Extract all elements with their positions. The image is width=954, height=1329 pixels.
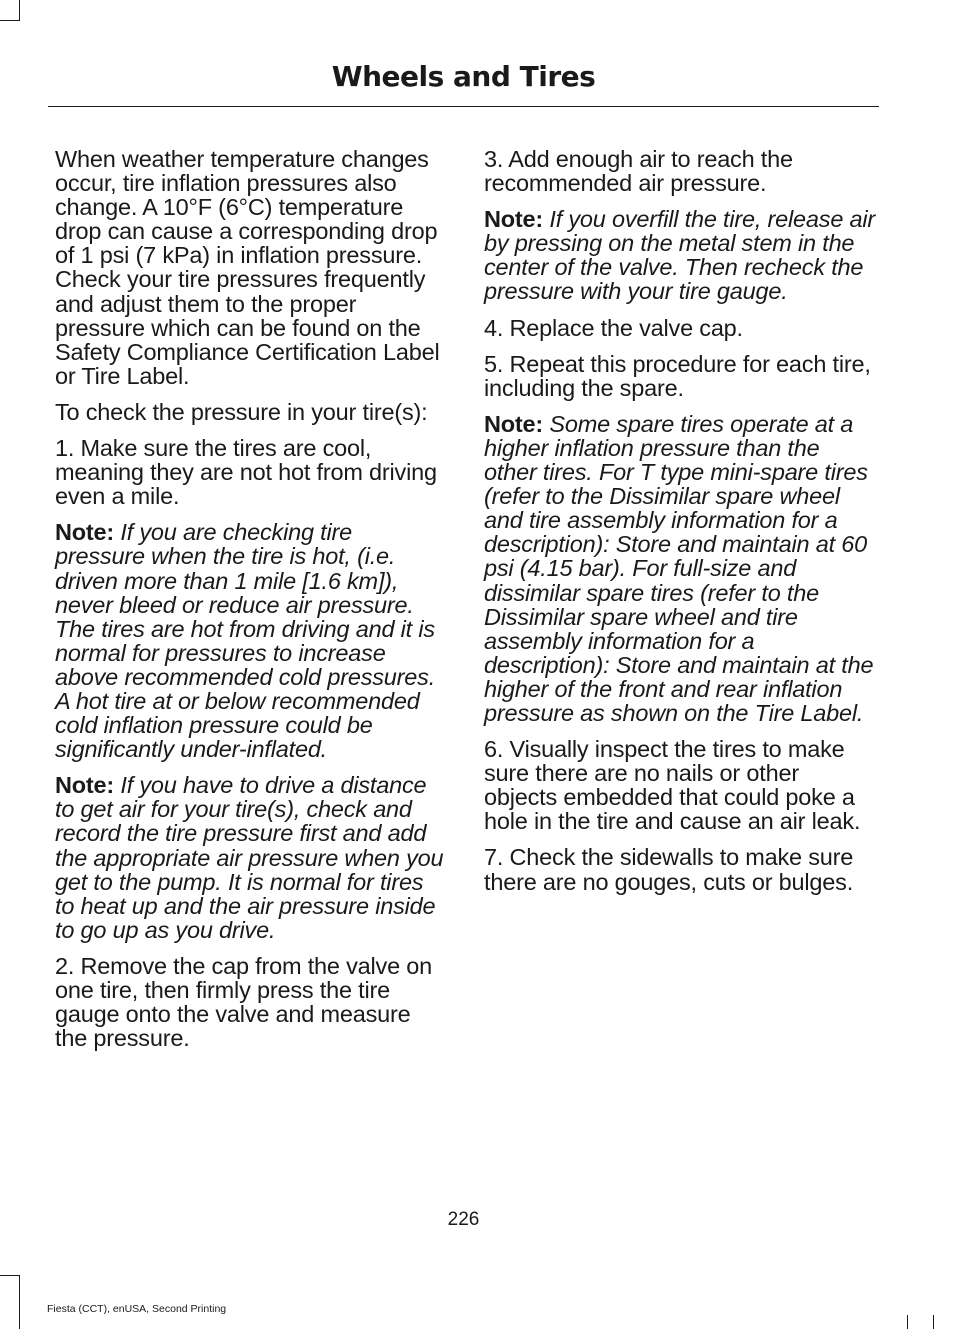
right-column: [484, 147, 876, 906]
note-text: If you overfill the tire, release air by pressing on the metal stem in the center of the valve. Then recheck the pressure with your tire gauge.: [484, 206, 876, 305]
note-text: If you have to drive a distance to get air for your tire(s), check and record the tire pressure first and add the appropriate air pressure when you get to the pump. It is normal for tires to heat up and the air pressure inside to go up as you drive.: [55, 772, 444, 943]
crop-mark-bottom-left-vertical: [19, 1275, 20, 1329]
step-6: 6. Visually inspect the tires to make sure there are no nails or other objects embedded that could poke a hole in the tire and cause an air leak.: [484, 736, 861, 835]
note-text: If you are checking tire pressure when the tire is hot, (i.e. driven more than 1 mile [1.6 km]), never bleed or reduce air pressure. The tires are hot from driving and it is normal for pressures to increase above recommended cold pressures. A hot tire at or below recommended cold inflation pressure could be significantly under-inflated.: [55, 519, 436, 763]
note-label: Note:: [55, 772, 115, 799]
note-text: Some spare tires operate at a higher inflation pressure than the other tires. For T type mini-spare tires (refer to the Dissimilar spare wheel and tire assembly information for a description): Store and maintain at 60 psi (4.15 bar). For full-size and dissimilar spare tires (refer to the Dissimilar spare wheel and tire assembly information for a description): Store and maintain at the higher of the front and rear inflation pressure as shown on the Tire Label.: [484, 410, 874, 726]
note-hot-tire: [55, 520, 447, 761]
step-4: 4. Replace the valve cap.: [484, 314, 743, 341]
left-column: [55, 147, 447, 1062]
paragraph-temperature: When weather temperature changes occur, tire inflation pressures also change. A 10°F (6°C) temperature drop can cause a corresponding drop of 1 psi (7 kPa) in inflation pressure. Check your tire pressures frequently and adjust them to the proper pressure which can be found on the Safety Compliance Certification Label or Tire Label.: [55, 146, 440, 389]
step-5: 5. Repeat this procedure for each tire, including the spare.: [484, 350, 871, 401]
note-spare-tires: [484, 412, 876, 725]
crop-mark-bottom-left-horizontal: [0, 1275, 20, 1276]
note-overfill: [484, 207, 876, 303]
step-3: 3. Add enough air to reach the recommended air pressure.: [484, 146, 793, 197]
step-2: 2. Remove the cap from the valve on one tire, then firmly press the tire gauge onto the valve and measure the pressure.: [55, 952, 433, 1052]
header-divider: [48, 106, 879, 107]
footer-edition: Fiesta (CCT), enUSA, Second Printing: [47, 1303, 227, 1315]
crop-mark-bottom-right-vertical-1: [907, 1315, 908, 1329]
note-label: Note:: [484, 410, 544, 437]
crop-mark-bottom-right-vertical-2: [933, 1315, 934, 1329]
crop-mark-top-left-vertical: [19, 0, 20, 20]
page-number: 226: [447, 1209, 480, 1230]
step-7: 7. Check the sidewalls to make sure there are no gouges, cuts or bulges.: [484, 844, 854, 895]
note-drive-distance: [55, 773, 447, 942]
paragraph-check-intro: To check the pressure in your tire(s):: [55, 398, 428, 425]
page-title: Wheels and Tires: [331, 60, 596, 93]
step-1: 1. Make sure the tires are cool, meaning they are not hot from driving even a mile.: [55, 435, 437, 510]
crop-mark-top-left-horizontal: [0, 20, 20, 21]
note-label: Note:: [55, 519, 115, 546]
note-label: Note:: [484, 206, 544, 233]
